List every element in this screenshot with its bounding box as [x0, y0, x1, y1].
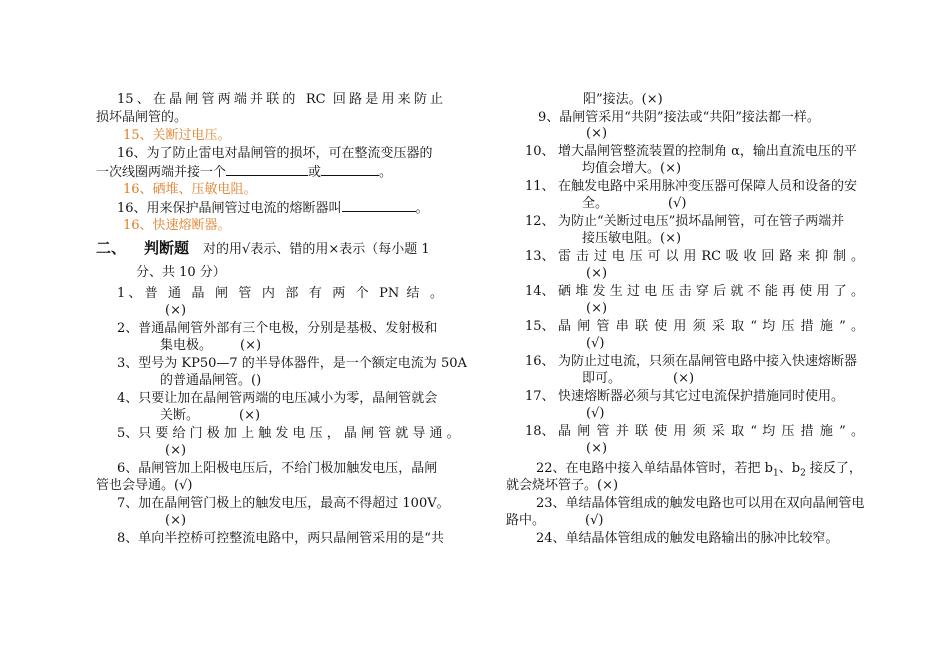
left-q16a-answer: 16、硒堆、压敏电阻。	[123, 182, 257, 197]
right-item-14-q: 硒 堆 发 生 过 电 压 击 穿 后 就 不 能 再 使 用 了 。	[558, 284, 864, 299]
left-item-5-q: 5、只 要 给 门 极 加 上 触 发 电 压 ， 晶 闸 管 就 导 通 。	[117, 426, 460, 441]
right-item-9-a: (×)	[586, 126, 608, 141]
right-item-10-q: 增大晶闸管整流装置的控制角 α，输出直流电压的平	[558, 144, 857, 159]
left-item-6-q: 6、晶闸管加上阳极电压后，不给门极加触发电压，晶闸	[117, 461, 438, 476]
left-item-3-q2: 的普通晶闸管。()	[160, 373, 262, 388]
right-item-16-q: 为防止过电流，只须在晶闸管电路中接入快速熔断器	[558, 354, 858, 369]
right-q24: 24、单结晶体管组成的触发电路输出的脉冲比较窄。	[536, 531, 839, 546]
blank-2	[321, 163, 379, 176]
left-item-7-q: 7、加在晶闸管门极上的触发电压，最高不得超过 100V。	[117, 496, 450, 511]
right-item-9-q: 9、晶闸管采用“共阴”接法或“共阳”接法都一样。	[538, 110, 820, 125]
left-q16b-answer: 16、快速熔断器。	[123, 218, 231, 233]
left-item-2-q2: 集电极。 (×)	[160, 338, 262, 353]
right-item-17-num: 17、	[525, 389, 555, 404]
blank-1	[226, 163, 308, 176]
right-item-11-q: 在触发电路中采用脉冲变压器可保障人员和设备的安	[558, 179, 858, 194]
left-q15-line1: 15、在晶闸管两端并联的 RC 回路是用来防止	[117, 92, 443, 107]
left-item-1-a: (×)	[165, 303, 187, 318]
right-item-18-num: 18、	[525, 424, 555, 439]
right-item-10-q2: 均值会增大。(×)	[582, 161, 682, 176]
right-item-18-q: 晶 闸 管 并 联 使 用 须 采 取 “ 均 压 措 施 ” 。	[558, 424, 864, 439]
right-q23-line1: 23、单结晶体管组成的触发电路也可以用在双向晶闸管电	[536, 496, 865, 511]
right-item-12-num: 12、	[525, 214, 555, 229]
left-item-5-a: (×)	[165, 443, 187, 458]
right-item-18-a: (×)	[586, 441, 608, 456]
right-q22-line2: 就会烧坏管子。(×)	[506, 478, 619, 493]
right-q23-line2: 路中。 (√)	[506, 513, 604, 528]
right-item-16-num: 16、	[525, 354, 555, 369]
right-item-15-num: 15、	[525, 319, 555, 334]
right-item-12-q2: 接压敏电阻。(×)	[582, 231, 682, 246]
right-item-10-num: 10、	[525, 144, 555, 159]
right-item-17-q: 快速熔断器必须与其它过电流保护措施同时使用。	[558, 389, 845, 404]
right-item-11-q2: 全。 (√)	[582, 196, 687, 211]
right-item-14-a: (×)	[586, 301, 608, 316]
right-q8-cont: 阳”接法。(×)	[583, 92, 663, 107]
right-q22-line1: 22、在电路中接入单结晶体管时，若把 $b_1$、$b_2$ 接反了，	[536, 461, 862, 479]
section-desc2: 分、共 10 分）	[136, 265, 226, 280]
left-item-1-q: 1、普 通 晶 闸 管 内 部 有 两 个 PN 结 。	[117, 286, 443, 301]
left-item-7-a: (×)	[165, 513, 187, 528]
left-q16a-line1: 16、为了防止雷电对晶闸管的损坏，可在整流变压器的	[117, 146, 433, 161]
left-q15-line2: 损坏晶闸管的。	[96, 110, 188, 125]
left-q16b-line: 16、用来保护晶闸管过电流的熔断器叫 。	[117, 201, 429, 216]
right-item-12-q: 为防止“关断过电压”损坏晶闸管，可在管子两端并	[558, 214, 845, 229]
right-item-11-num: 11、	[525, 179, 555, 194]
left-q16a-line2: 一次线圈两端并接一个 或 。	[96, 165, 393, 180]
right-item-16-q2: 即可。 (×)	[582, 371, 695, 386]
right-item-15-q: 晶 闸 管 串 联 使 用 须 采 取 “ 均 压 措 施 ” 。	[558, 319, 864, 334]
left-item-4-q: 4、只要让加在晶闸管两端的电压减小为零，晶闸管就会	[117, 391, 438, 406]
right-item-15-a: (√)	[586, 336, 605, 351]
right-item-17-a: (√)	[586, 406, 605, 421]
right-item-13-num: 13、	[525, 249, 555, 264]
section-header: 二、 判断题 对的用√表示、错的用×表示（每小题 1	[96, 239, 430, 257]
left-item-6-q2: 管也会导通。(√)	[96, 478, 193, 493]
left-q15-answer: 15、关断过电压。	[123, 128, 231, 143]
blank-3	[342, 199, 416, 212]
right-item-13-q: 雷 击 过 电 压 可 以 用 RC 吸 收 回 路 来 抑 制 。	[558, 249, 864, 264]
left-item-4-q2: 关断。 (×)	[160, 408, 261, 423]
left-item-2-q: 2、普通晶闸管外部有三个电极，分别是基极、发射极和	[117, 321, 438, 336]
left-item-3-q: 3、型号为 KP50—7 的半导体器件，是一个额定电流为 50A	[117, 356, 467, 371]
left-item-8-q: 8、单向半控桥可控整流电路中，两只晶闸管采用的是“共	[117, 531, 444, 546]
right-item-14-num: 14、	[525, 284, 555, 299]
right-item-13-a: (×)	[586, 266, 608, 281]
